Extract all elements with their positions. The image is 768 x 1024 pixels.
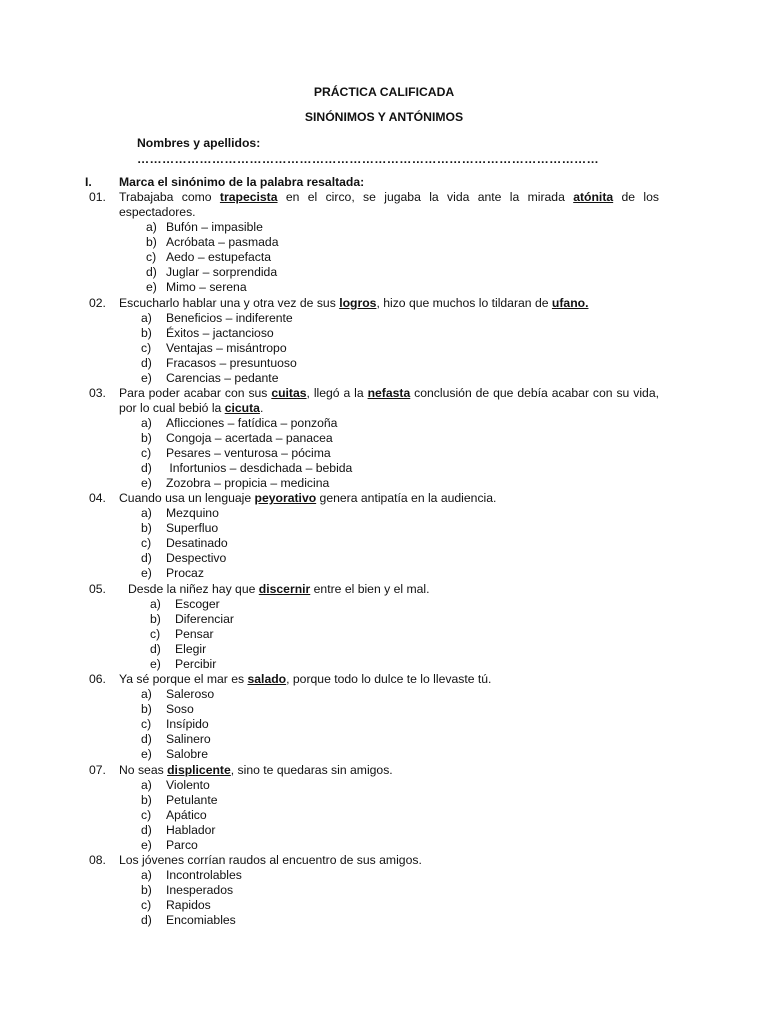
question-text [119, 672, 659, 687]
option[interactable] [141, 823, 215, 838]
option[interactable] [141, 913, 236, 928]
option-text: Pensar [175, 627, 214, 641]
names-blank-line: ………………………………………………………………………………………………… [137, 152, 600, 166]
highlighted-word: logros [339, 296, 377, 310]
option[interactable] [141, 356, 297, 371]
option-letter: b) [141, 793, 152, 807]
option-letter: d) [141, 461, 152, 475]
question-text [128, 582, 668, 597]
option-letter: d) [150, 642, 161, 656]
option-letter: c) [146, 250, 157, 264]
option-text: Carencias – pedante [166, 371, 279, 385]
names-label: Nombres y apellidos: [137, 136, 261, 150]
question-text-part: Desde la niñez hay que [128, 582, 259, 596]
question-number: 07. [89, 763, 106, 777]
question-text-part: conclusión de que debía acabar con su vida, por lo cual bebió la [119, 386, 659, 415]
option[interactable] [141, 566, 204, 581]
option[interactable] [141, 898, 211, 913]
option-text: Apático [166, 808, 207, 822]
question-text-part: Para poder acabar con sus [119, 386, 272, 400]
highlighted-word: atónita [573, 190, 614, 204]
option-text: Procaz [166, 566, 204, 580]
option[interactable] [146, 250, 271, 265]
option[interactable] [141, 326, 274, 341]
question-number: 01. [89, 190, 106, 204]
option-letter: c) [141, 536, 152, 550]
option-text: Infortunios – desdichada – bebida [166, 461, 353, 475]
option-letter: a) [141, 416, 152, 430]
option[interactable] [141, 838, 198, 853]
option[interactable] [141, 461, 352, 476]
option-text: Violento [166, 778, 210, 792]
option-text: Congoja – acertada – panacea [166, 431, 333, 445]
option-letter: d) [141, 551, 152, 565]
option-text: Petulante [166, 793, 218, 807]
document-title: PRÁCTICA CALIFICADA [313, 85, 455, 99]
option-letter: c) [141, 446, 152, 460]
option-text: Saleroso [166, 687, 215, 701]
option-text: Pesares – venturosa – pócima [166, 446, 331, 460]
section-number: I. [85, 175, 92, 189]
highlighted-word: nefasta [367, 386, 411, 400]
question-text [119, 386, 659, 416]
option-text: Superfluo [166, 521, 219, 535]
option[interactable] [141, 868, 242, 883]
option-text: Ventajas – misántropo [166, 341, 287, 355]
question-text-part: Ya sé porque el mar es [119, 672, 248, 686]
question-text-part: genera antipatía en la audiencia. [316, 491, 497, 505]
question-text [119, 763, 659, 778]
section-title: Marca el sinónimo de la palabra resaltada: [119, 175, 365, 189]
option[interactable] [141, 732, 211, 747]
option-text: Beneficios – indiferente [166, 311, 293, 325]
option[interactable] [141, 702, 194, 717]
option-text: Incontrolables [166, 868, 242, 882]
option-letter: c) [141, 808, 152, 822]
option-letter: b) [141, 431, 152, 445]
question-text-part: , porque todo lo dulce te lo llevaste tú. [286, 672, 492, 686]
option-text: Mimo – serena [166, 280, 247, 294]
highlighted-word: cuitas [271, 386, 307, 400]
option-letter: c) [150, 627, 161, 641]
option[interactable] [141, 341, 287, 356]
question-text-part: en el circo, se jugaba la vida ante la mirada [277, 190, 574, 204]
option-letter: d) [141, 732, 152, 746]
option-text: Percibir [175, 657, 217, 671]
highlighted-word: peyorativo [254, 491, 317, 505]
option-letter: a) [141, 778, 152, 792]
option[interactable] [141, 808, 207, 823]
highlighted-word: discernir [258, 582, 311, 596]
option[interactable] [141, 551, 226, 566]
option[interactable] [141, 446, 331, 461]
question-number: 06. [89, 672, 106, 686]
option-letter: b) [141, 521, 152, 535]
option[interactable] [146, 280, 247, 295]
option-text: Acróbata – pasmada [166, 235, 279, 249]
option-text: Despectivo [166, 551, 227, 565]
option-letter: e) [141, 838, 152, 852]
option-letter: a) [141, 868, 152, 882]
option[interactable] [150, 612, 234, 627]
option-letter: e) [150, 657, 161, 671]
option-text: Salinero [166, 732, 211, 746]
question-text-part: Cuando usa un lenguaje [119, 491, 255, 505]
option[interactable] [141, 506, 219, 521]
option[interactable] [150, 642, 206, 657]
question-text-part: . [259, 401, 264, 415]
option-text: Diferenciar [175, 612, 234, 626]
question-text-part: entre el bien y el mal. [310, 582, 430, 596]
option-letter: a) [150, 597, 161, 611]
option-text: Aedo – estupefacta [166, 250, 272, 264]
option[interactable] [141, 371, 278, 386]
highlighted-word: cicuta [224, 401, 260, 415]
option-text: Insípido [166, 717, 209, 731]
option-text: Inesperados [166, 883, 234, 897]
option[interactable] [141, 476, 329, 491]
option-letter: c) [141, 341, 152, 355]
option-text: Rapidos [166, 898, 211, 912]
option-letter: d) [141, 913, 152, 927]
question-text-part: Escucharlo hablar una y otra vez de sus [119, 296, 340, 310]
highlighted-word: trapecista [219, 190, 278, 204]
option-letter: d) [141, 823, 152, 837]
option[interactable] [141, 687, 214, 702]
question-text-part: No seas [119, 763, 168, 777]
option[interactable] [146, 220, 263, 235]
question-text-part: , sino te quedaras sin amigos. [230, 763, 393, 777]
question-text-part: de los espectadores. [119, 190, 659, 219]
option[interactable] [141, 536, 228, 551]
option-text: Escoger [175, 597, 220, 611]
question-number: 03. [89, 386, 106, 400]
option-text: Mezquino [166, 506, 219, 520]
option-text: Salobre [166, 747, 209, 761]
question-text [119, 491, 659, 506]
option[interactable] [150, 627, 214, 642]
option-letter: d) [146, 265, 157, 279]
option-text: Soso [166, 702, 194, 716]
question-text-part: , hizo que muchos lo tildaran de [376, 296, 552, 310]
option-letter: b) [141, 883, 152, 897]
question-text: Los jóvenes corrían raudos al encuentro de sus amigos. [119, 853, 422, 867]
option-letter: e) [141, 476, 152, 490]
option-letter: b) [150, 612, 161, 626]
option[interactable] [141, 747, 208, 762]
option-text: Desatinado [166, 536, 228, 550]
option-text: Encomiables [166, 913, 236, 927]
option[interactable] [141, 717, 209, 732]
option-text: Éxitos – jactancioso [166, 326, 274, 340]
option-letter: a) [141, 687, 152, 701]
option-text: Juglar – sorprendida [166, 265, 278, 279]
option-letter: a) [141, 311, 152, 325]
question-number: 04. [89, 491, 106, 505]
option[interactable] [141, 311, 293, 326]
option[interactable] [141, 778, 210, 793]
option-letter: b) [146, 235, 157, 249]
option[interactable] [141, 521, 218, 536]
option-letter: e) [141, 371, 152, 385]
option[interactable] [141, 883, 233, 898]
question-text-part: Trabajaba como [119, 190, 220, 204]
question-number: 08. [89, 853, 106, 867]
highlighted-word: ufano. [551, 296, 589, 310]
option-text: Aflicciones – fatídica – ponzoña [166, 416, 338, 430]
option-letter: a) [141, 506, 152, 520]
option-text: Hablador [166, 823, 216, 837]
option-letter: b) [141, 702, 152, 716]
question-number: 05. [89, 582, 106, 596]
option-text: Fracasos – presuntuoso [166, 356, 297, 370]
option-letter: c) [141, 717, 152, 731]
option-letter: e) [141, 566, 152, 580]
highlighted-word: salado [247, 672, 287, 686]
option-text: Parco [166, 838, 198, 852]
question-text [119, 296, 659, 311]
document-subtitle: SINÓNIMOS Y ANTÓNIMOS [304, 110, 464, 124]
option-letter: e) [141, 747, 152, 761]
option-text: Elegir [175, 642, 207, 656]
highlighted-word: displicente [167, 763, 231, 777]
option-letter: c) [141, 898, 152, 912]
question-text [119, 190, 659, 220]
option-letter: b) [141, 326, 152, 340]
option-letter: a) [146, 220, 157, 234]
option[interactable] [146, 235, 278, 250]
option[interactable] [141, 431, 333, 446]
question-number: 02. [89, 296, 106, 310]
option-letter: e) [146, 280, 157, 294]
option[interactable] [146, 265, 277, 280]
option-letter: d) [141, 356, 152, 370]
option[interactable] [141, 416, 337, 431]
option[interactable] [150, 657, 216, 672]
question-text-part: , llegó a la [306, 386, 368, 400]
option-text: Zozobra – propicia – medicina [166, 476, 330, 490]
option-text: Bufón – impasible [166, 220, 263, 234]
option[interactable] [141, 793, 218, 808]
option[interactable] [150, 597, 220, 612]
